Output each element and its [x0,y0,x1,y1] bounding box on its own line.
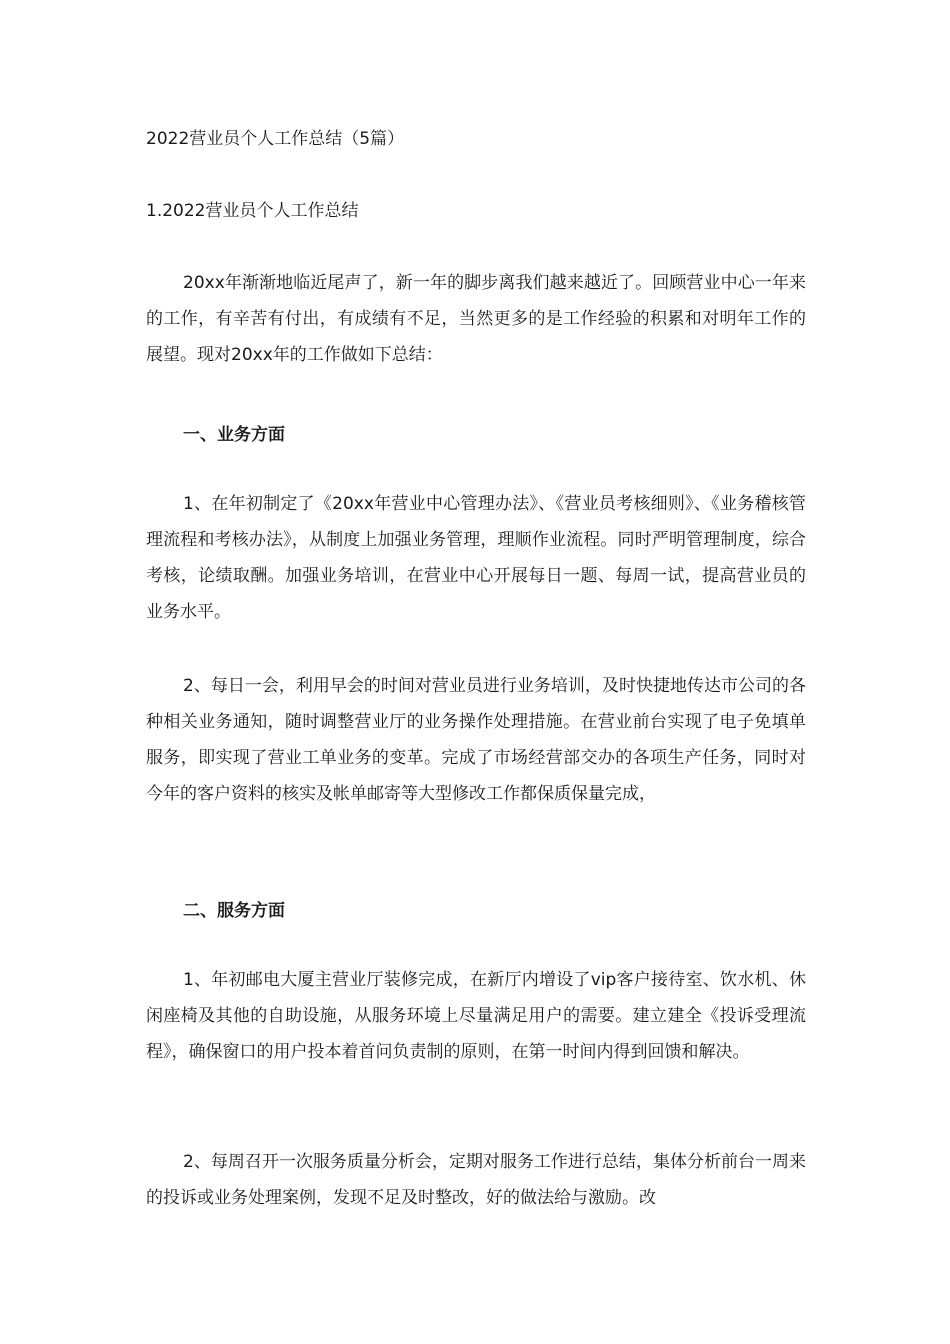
business-item-1: 1、在年初制定了《20xx年营业中心管理办法》、《营业员考核细则》、《业务稽核管理流程和考核办法》，从制度上加强业务管理，理顺作业流程。同时严明管理制度，综合考核，论绩取酬。加强业务培训，在营业中心开展每日一题、每周一试，提高营业员的业务水平。 [146,494,806,622]
document-page [146,0,806,1344]
business-item-2: 2、每日一会，利用早会的时间对营业员进行业务培训，及时快捷地传达市公司的各种相关业务通知，随时调整营业厅的业务操作处理措施。在营业前台实现了电子免填单服务，即实现了营业工单业务的变革。完成了市场经营部交办的各项生产任务，同时对今年的客户资料的核实及帐单邮寄等大型修改工作都保质保量完成， [146,676,806,804]
heading-service: 二、服务方面 [183,901,285,921]
service-item-1: 1、年初邮电大厦主营业厅装修完成，在新厅内增设了vip客户接待室、饮水机、休闲座椅及其他的自助设施，从服务环境上尽量满足用户的需要。建立建全《投诉受理流程》，确保窗口的用户投本着首问负责制的原则，在第一时间内得到回馈和解决。 [146,970,806,1062]
section-title: 1.2022营业员个人工作总结 [146,201,359,221]
heading-business: 一、业务方面 [183,425,285,445]
document-title: 2022营业员个人工作总结（5篇） [146,129,405,149]
service-item-2: 2、每周召开一次服务质量分析会，定期对服务工作进行总结，集体分析前台一周来的投诉或业务处理案例，发现不足及时整改，好的做法给与激励。改 [146,1152,806,1208]
intro-paragraph: 20xx年渐渐地临近尾声了，新一年的脚步离我们越来越近了。回顾营业中心一年来的工作，有辛苦有付出，有成绩有不足，当然更多的是工作经验的积累和对明年工作的展望。现对20xx年的工作做如下总结： [146,273,806,365]
